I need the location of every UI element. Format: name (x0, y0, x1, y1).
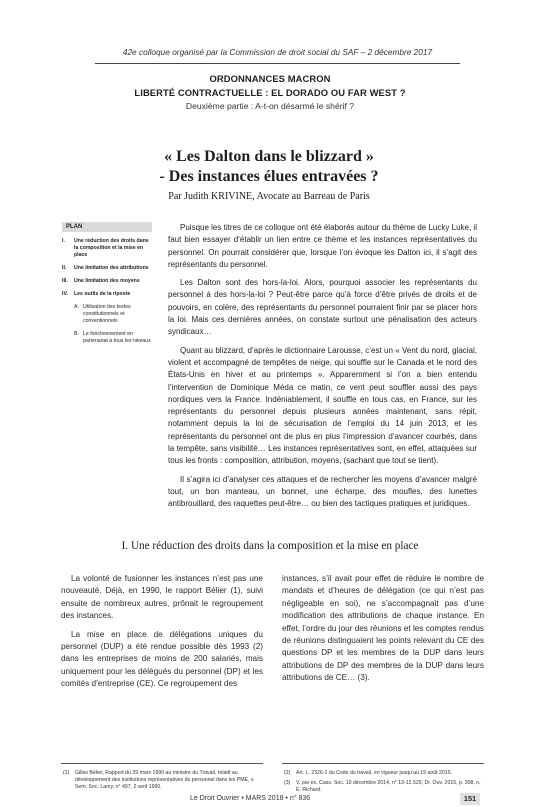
plan-item: II. Une limitation des attributions (62, 265, 149, 271)
banner-rule (95, 63, 460, 64)
plan-heading: PLAN (62, 222, 152, 232)
footnote: (1) Gilles Bélier, Rapport du 29 mars 1990 au ministre du Travail, relatif au développement des institutions représentatives du personnel dans les PME, v. Sem. Soc. Lamy, n° 497, 2 avril 1990. (63, 770, 255, 790)
article-title-line2: - Des instances élues entravées ? (159, 168, 379, 185)
article-title-line1: « Les Dalton dans le blizzard » (164, 148, 374, 165)
series-subtitle: Deuxième partie : A-t-on désarmé le shérif ? (185, 101, 355, 111)
intro-paragraph: Quant au blizzard, d’après le dictionnaire Larousse, c’est un « Vent du nord, glacial, violent et accompagné de tempêtes de neige, qui souffle sur le Canada et le nord des États-Unis en hiver et au printemps ». Apparemment si l’on a bien entendu l’intervention de Dominique Méda ce matin, ce vent peut souffler aussi des pays nordiques vers la France. Indéniablement, il souffle en tous cas, en France, sur les représentants du personnel depuis plusieurs années maintenant, sans répit, notamment depuis la loi de sécurisation de l’emploi du 14 juin 2013, et les représentants du personnel ont de plus en plus l’impression d’avancer courbés, dans la tempête, sans visibilité… Les instances représentatives sont, en effet, attaquées sur tous les fronts : composition, attribution, moyens, (sachant que tout se tient). (168, 345, 477, 466)
footnotes-left (63, 770, 263, 794)
journal-footer: Le Droit Ouvrier • MARS 2018 • n° 836 (190, 795, 311, 802)
footnote-rule (282, 763, 484, 764)
intro-paragraph: Les Dalton sont des hors-la-loi. Alors, pourquoi associer les représentants du personnel à des hors-la-loi ? Peut-être parce qu’à force d’être privés de droits et de pouvoirs, en colère, des représentants du personnel pourraient finir par se placer hors la loi. Mais ces dernières années, on constate surtout une pénalisation des acteurs syndicaux… (168, 278, 477, 337)
body-column-right (282, 573, 484, 691)
colloquium-banner: 42e colloque organisé par la Commission de droit social du SAF – 2 décembre 2017 (122, 47, 433, 57)
body-column-left (61, 573, 263, 697)
series-title-line2: LIBERTÉ CONTRACTUELLE : EL DORADO OU FAR WEST ? (134, 87, 406, 98)
body-paragraph: instances, s’il avait pour effet de réduire le nombre de mandats et d’heures de délégation (ce qui n’est pas négligeable en soi), ne s’accompagnait pas d’une modification des attributions de chaque instance. En effet, l’ordre du jour des réunions et les comptes rendus de réunions distinguaient les points relevant du CE des questions DP et les membres de la DUP dans leurs attributions de DP des membres de la DUP dans leurs attributions de CE… (3). (282, 574, 484, 683)
series-title-line1: ORDONNANCES MACRON (209, 73, 331, 84)
footnotes-right (284, 770, 484, 797)
footnote: (2) Art. L. 2326-1 du Code du travail, en vigueur jusqu’au 19 août 2015. (284, 770, 453, 776)
section-heading: I. Une réduction des droits dans la composition et la mise en place (121, 540, 419, 552)
introduction (168, 222, 477, 517)
intro-paragraph: Il s’agira ici d’analyser ces attaques et de rechercher les moyens d’avancer malgré tout, un bon manteau, un bonnet, une écharpe, des moufles, des lunettes antibrouillard, des raquettes peut-être… ou bien des tactiques pratiques et juridiques. (168, 474, 477, 509)
page-number: 151 (460, 793, 480, 805)
byline: Par Judith KRIVINE, Avocate au Barreau de Paris (168, 191, 370, 202)
body-paragraph: La mise en place de délégations uniques du personnel (DUP) a été rendue possible dès 1993 (2) dans les entreprises de moins de 200 salariés, mais uniquement pour les délégués du personnel (DP) et les comités d’entreprise (CE). Ce regroupement des (61, 629, 263, 689)
footnote-rule (61, 763, 263, 764)
plan-item: I. Une réduction des droits dans la composition et la mise en place (62, 238, 149, 258)
plan-item: IV. Les outils de la riposte (62, 291, 131, 297)
plan-item: III. Une limitation des moyens (62, 278, 140, 284)
plan-subitem: A. Utilisation des textes constitutionnels et conventionnels (74, 304, 131, 324)
intro-paragraph: Puisque les titres de ce colloque ont été élaborés autour du thème de Lucky Luke, il faut bien essayer d’établir un lien entre ce thème et les instances représentatives du personnel. On pourrait considérer que, lorsque l’on évoque les Dalton ici, il s’agit des représentants du personnel. (168, 223, 477, 269)
plan-subitem: B. Le fonctionnement en partenariat à tous les niveaux (74, 331, 151, 344)
body-paragraph: La volonté de fusionner les instances n’est pas une nouveauté. Déjà, en 1990, le rapport Bélier (1), suivi ensuite de nombreux autres, prônait le regroupement des instances. (61, 574, 263, 621)
footnote: (3) V. par ex. Cass. Soc. 10 décembre 2014, n° 13-12.529, Dr. Ouv. 2015, p. 308, n. E. Richard. (284, 780, 481, 793)
plan-box (62, 222, 152, 351)
